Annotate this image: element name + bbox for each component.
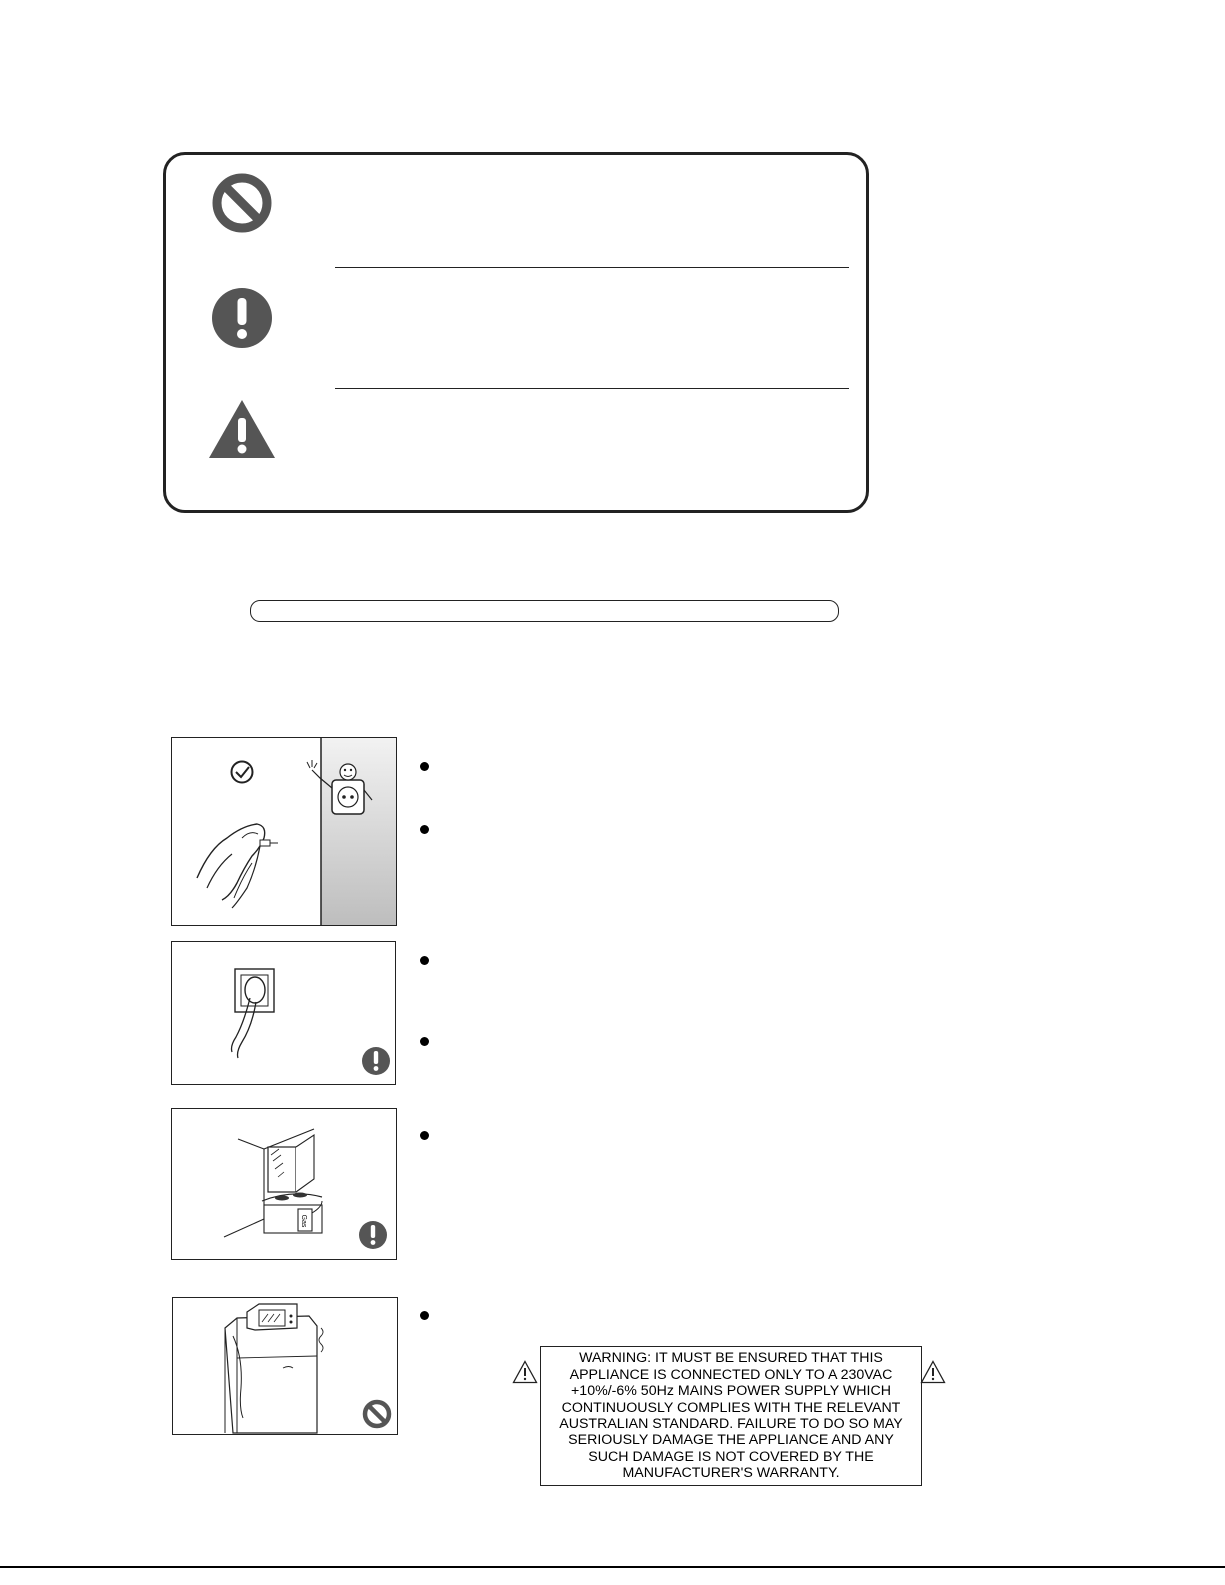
mandatory-icon (362, 1047, 390, 1075)
list-bullet (420, 1311, 429, 1320)
prohibited-icon (365, 1402, 389, 1426)
list-bullet (420, 762, 429, 771)
list-bullet (420, 825, 429, 834)
prohibited-icon (210, 171, 274, 235)
legend-divider (335, 267, 849, 268)
page-bottom-rule (0, 1566, 1225, 1568)
warning-triangle-icon (512, 1360, 538, 1384)
warning-notice (540, 1346, 922, 1486)
mandatory-icon (211, 287, 273, 349)
mandatory-icon (359, 1221, 387, 1249)
kitchen-gas-illustration (171, 1108, 397, 1260)
list-bullet (420, 1131, 429, 1140)
list-bullet (420, 1037, 429, 1046)
list-bullet (420, 956, 429, 965)
caution-triangle-icon (207, 398, 277, 460)
fridge-microwave-illustration (172, 1297, 398, 1435)
section-heading-frame (250, 600, 839, 622)
warning-triangle-icon (920, 1360, 946, 1384)
wall-socket-illustration (171, 941, 396, 1085)
gas-label: Gas (300, 1214, 307, 1228)
plug-hand-illustration (171, 737, 397, 926)
warning-notice-text: WARNING: IT MUST BE ENSURED THAT THIS APPLIANCE IS CONNECTED ONLY TO A 230VAC +10%/-6% 50Hz MAINS POWER SUPPLY WHICH CONTINUOUSLY COMPLIES WITH THE RELEVANT AUSTRALIAN STANDARD. FAILURE TO DO SO MAY SERIOUSLY DAMAGE THE APPLIANCE AND ANY SUCH DAMAGE IS NOT COVERED BY THE MANUFACTURER'S WARRANTY. (559, 1350, 903, 1482)
legend-divider (335, 388, 849, 389)
